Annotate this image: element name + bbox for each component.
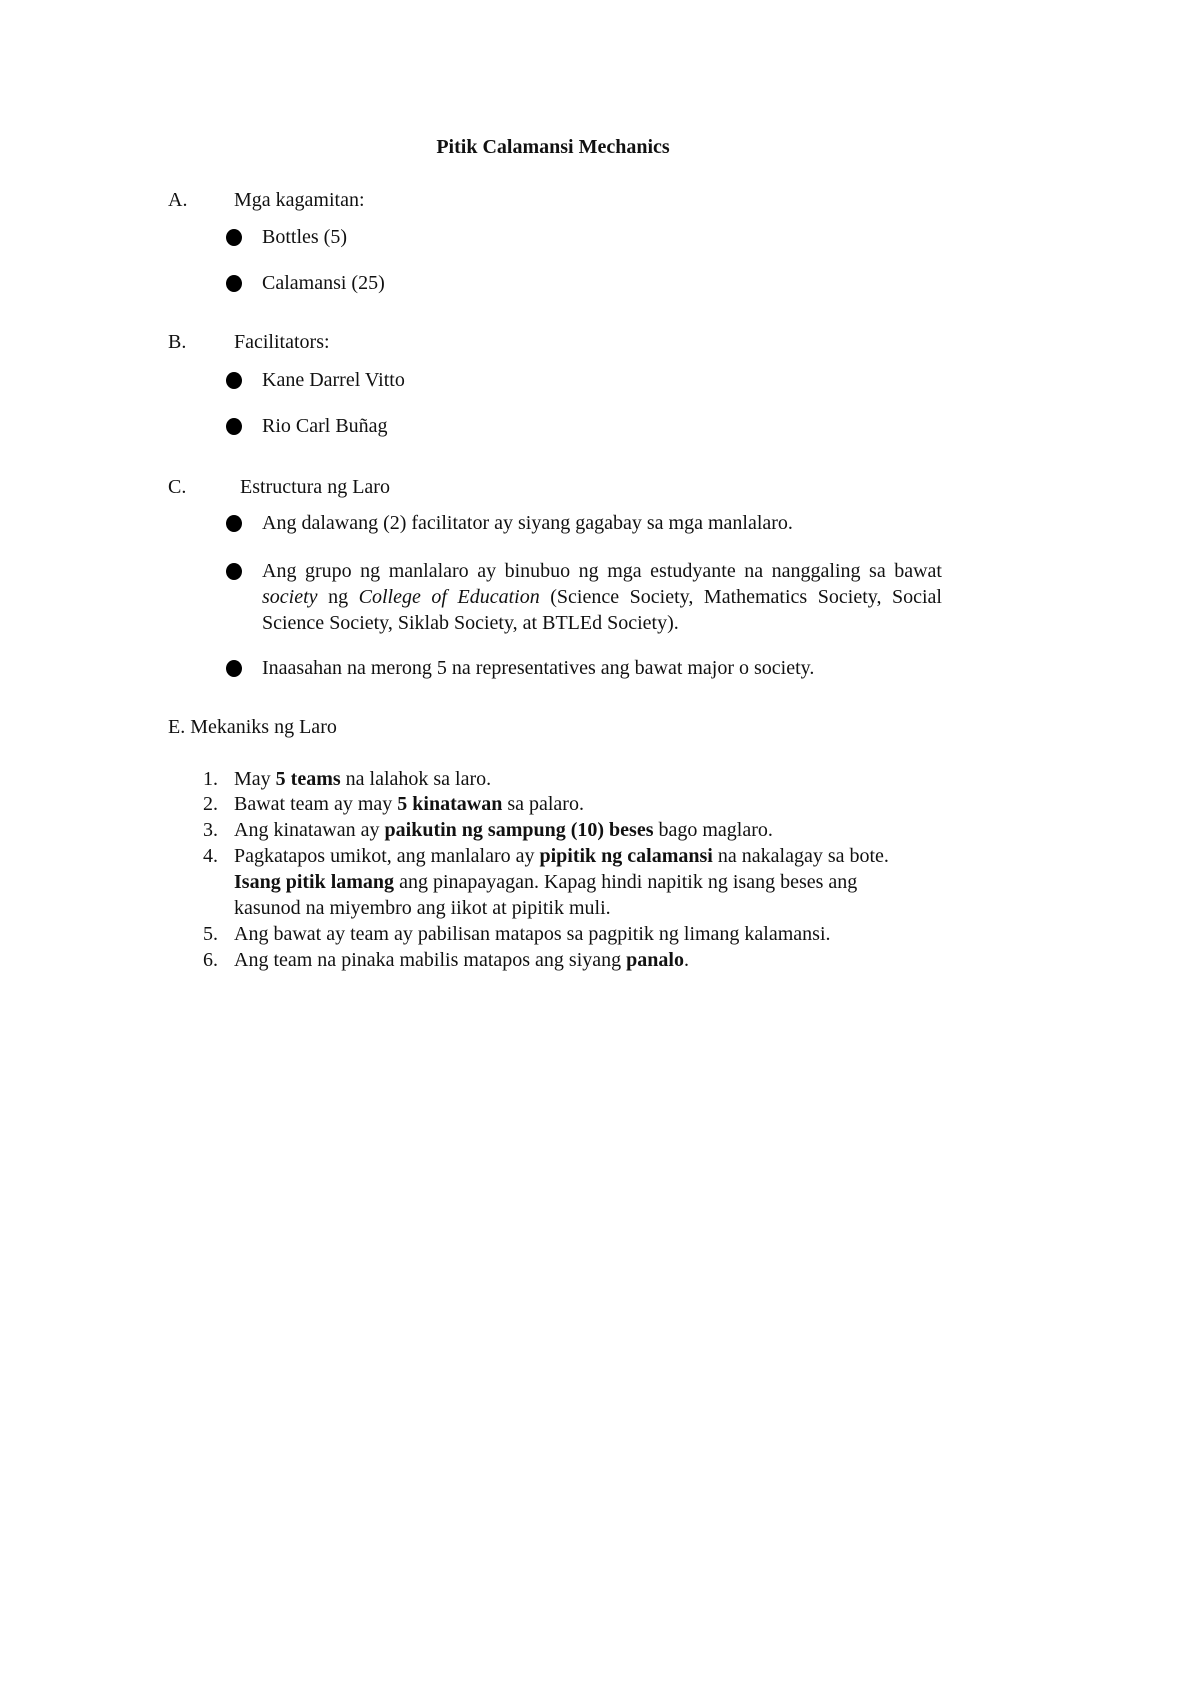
bullet-icon (226, 229, 242, 246)
bold-run: paikutin ng sampung (10) beses (384, 819, 654, 841)
text-run: Pagkatapos umikot, ang manlalaro ay (234, 845, 540, 867)
bold-run: 5 teams (275, 768, 341, 790)
text-run: . (683, 949, 689, 971)
bullet-icon (226, 372, 242, 389)
text-run: (Science Society, Mathematics Society, Social Science Society, Siklab Society, at BTLEd Society). (262, 586, 942, 634)
numbered-item (234, 922, 831, 946)
text-run: na nakalagay sa bote. (712, 845, 889, 867)
section-e-heading: E. Mekaniks ng Laro (168, 716, 337, 738)
list-item: Calamansi (25) (262, 272, 385, 294)
bullet-icon (226, 275, 242, 292)
list-item: Bottles (5) (262, 226, 347, 248)
item-number: 5. (203, 923, 218, 945)
page-title: Pitik Calamansi Mechanics (436, 136, 670, 158)
section-c-letter: C. (168, 476, 187, 498)
text-run: bago maglaro. (653, 819, 773, 841)
bold-run: Isang pitik lamang (234, 871, 395, 893)
numbered-item (234, 818, 773, 842)
bullet-icon (226, 515, 242, 532)
text-run: Ang bawat ay team ay pabilisan matapos sa pagpitik ng limang kalamansi. (234, 923, 831, 945)
text-run: ang pinapayagan. Kapag hindi napitik ng isang beses ang kasunod na miyembro ang iikot at pipitik muli. (234, 871, 858, 919)
section-c-heading: Estructura ng Laro (240, 476, 390, 498)
numbered-item (234, 948, 689, 972)
text-run: Ang team na pinaka mabilis matapos ang siyang (234, 949, 627, 971)
bullet-icon (226, 418, 242, 435)
list-item: Rio Carl Buñag (262, 415, 388, 437)
text-run: Ang kinatawan ay (234, 819, 385, 841)
numbered-item (234, 767, 491, 791)
text-run: May (234, 768, 276, 790)
section-b-letter: B. (168, 331, 187, 353)
bold-run: pipitik ng calamansi (539, 845, 713, 867)
text-run: na lalahok sa laro. (340, 768, 492, 790)
bold-run: 5 kinatawan (397, 793, 503, 815)
section-a-heading: Mga kagamitan: (234, 189, 365, 211)
italic-run: society (262, 586, 318, 608)
item-number: 6. (203, 949, 218, 971)
numbered-item (234, 843, 916, 921)
list-item: Kane Darrel Vitto (262, 369, 405, 391)
text-run: sa palaro. (502, 793, 584, 815)
text-run: Ang grupo ng manlalaro ay binubuo ng mga estudyante na nanggaling sa bawat (262, 560, 942, 582)
section-b-heading: Facilitators: (234, 331, 330, 353)
text-run: Bawat team ay may (234, 793, 398, 815)
item-number: 1. (203, 768, 218, 790)
italic-run: College of Education (358, 586, 540, 608)
item-number: 2. (203, 793, 218, 815)
list-item: Ang dalawang (2) facilitator ay siyang gagabay sa mga manlalaro. (262, 512, 793, 534)
bullet-icon (226, 563, 242, 580)
text-run: ng (317, 586, 359, 608)
list-item: Inaasahan na merong 5 na representatives ang bawat major o society. (262, 657, 815, 679)
numbered-item (234, 792, 584, 816)
section-a-letter: A. (168, 189, 188, 211)
item-number: 3. (203, 819, 218, 841)
item-number: 4. (203, 845, 218, 867)
bullet-icon (226, 660, 242, 677)
list-item-paragraph (262, 558, 942, 636)
bold-run: panalo (626, 949, 684, 971)
